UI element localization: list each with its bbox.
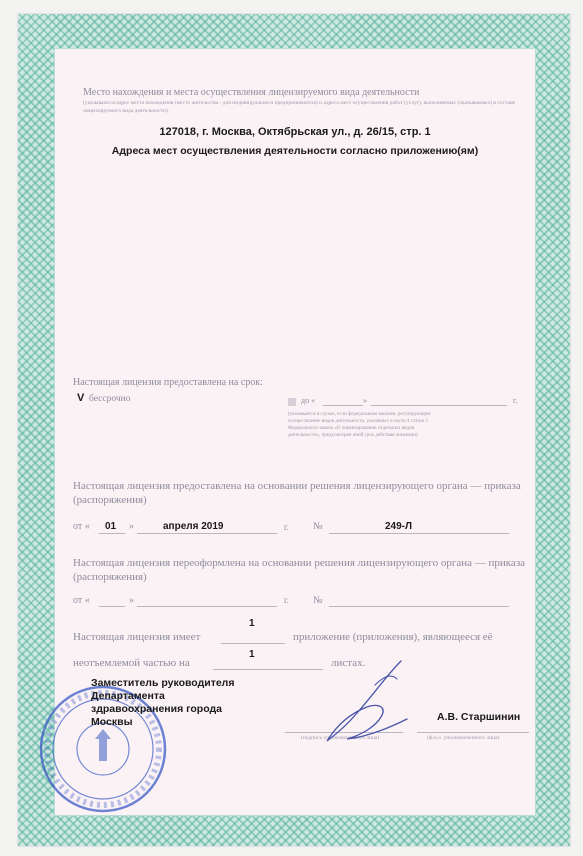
basis-year-suffix: г. xyxy=(284,522,289,532)
reissue-quote-close: » xyxy=(129,595,134,606)
reissue-label: Настоящая лицензия переоформлена на основании решения лицензирующего органа — приказа (распоряжения) xyxy=(73,557,526,583)
addresses-note: Адреса мест осуществления деятельности согласно приложению(ям) xyxy=(111,145,479,157)
appendix-text-after: приложение (приложения), являющееся её xyxy=(293,631,493,643)
reissue-number-line xyxy=(329,606,509,607)
document-page xyxy=(54,48,536,816)
appendix-text-before: Настоящая лицензия имеет xyxy=(73,631,201,643)
basis-date-line xyxy=(137,533,277,534)
until-day-line xyxy=(323,405,363,406)
basis-number-line xyxy=(329,533,509,534)
basis-from-prefix: от « xyxy=(73,521,90,532)
signatory-position: Заместитель руководителя Департамента здравоохранения города Москвы xyxy=(91,677,235,728)
until-checkbox-icon xyxy=(288,398,296,406)
indefinite-label: бессрочно xyxy=(89,394,131,404)
term-label: Настоящая лицензия предоставлена на срок: xyxy=(73,377,263,388)
reissue-number-sign: № xyxy=(313,595,323,606)
basis-month-year: апреля 2019 xyxy=(163,521,224,532)
until-year-suffix: г. xyxy=(513,396,518,405)
appendix-pages: 1 xyxy=(249,649,255,660)
basis-number: 249-Л xyxy=(385,521,413,532)
basis-day-line xyxy=(99,533,125,534)
name-caption: (ф.и.о. уполномоченного лица) xyxy=(427,735,500,741)
reissue-date-line xyxy=(137,606,277,607)
term-note: (указывается в случае, если федеральным законом, регулирующим осуществление видов деятельности, указанных в части 4 статьи 1 Федерального закона «О лицензировании отдельных видов деятельности», предусмотрен иной срок действия лицензии) xyxy=(288,412,431,438)
reissue-year-suffix: г. xyxy=(284,595,289,605)
place-note: (указываются адрес места нахождения (место жительства - для индивидуального предпринимателя) и адреса мест осуществления работ (услуг), выполняемых (оказываемых) в составе лицензируемого вида деятельности) xyxy=(83,100,516,114)
indefinite-check-mark: V xyxy=(77,392,85,404)
basis-number-sign: № xyxy=(313,521,323,532)
basis-day: 01 xyxy=(105,521,117,532)
appendix-pages-line xyxy=(213,669,323,670)
until-quote-close: » xyxy=(363,396,367,405)
reissue-from-prefix: от « xyxy=(73,595,90,606)
signatory-name: А.В. Старшинин xyxy=(437,711,521,723)
appendix-count: 1 xyxy=(249,618,255,629)
signature-caption: (подпись уполномоченного лица) xyxy=(301,735,380,741)
appendix-text2-before: неотъемлемой частью на xyxy=(73,657,190,669)
basis-label: Настоящая лицензия предоставлена на основании решения лицензирующего органа — приказа (распоряжения) xyxy=(73,480,521,506)
until-prefix: до « xyxy=(301,396,316,405)
reissue-day-line xyxy=(99,606,125,607)
appendix-text2-after: листах. xyxy=(331,657,366,669)
appendix-count-line xyxy=(221,643,285,644)
security-border xyxy=(18,14,570,846)
handwritten-signature xyxy=(317,655,415,751)
basis-quote-close: » xyxy=(129,521,134,532)
place-label: Место нахождения и места осуществления лицензируемого вида деятельности xyxy=(83,87,420,98)
until-date-line xyxy=(371,405,507,406)
name-line xyxy=(417,732,529,733)
license-address: 127018, г. Москва, Октябрьская ул., д. 26/15, стр. 1 xyxy=(159,126,431,138)
